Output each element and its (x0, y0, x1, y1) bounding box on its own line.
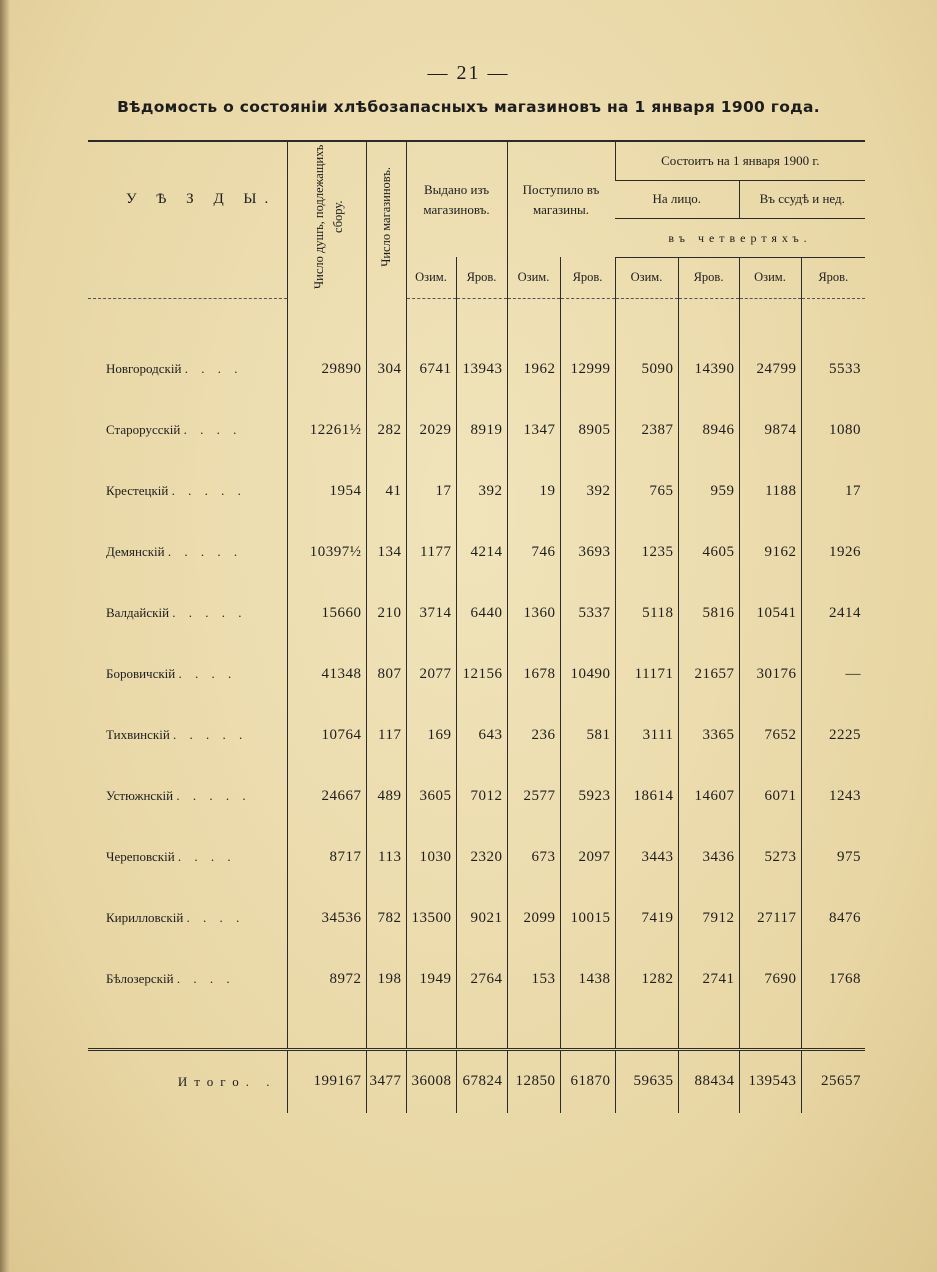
granary-table-container (88, 140, 865, 1113)
cell-hand-oz: 3111 (615, 705, 678, 766)
cell-loan-oz: 24799 (739, 339, 801, 400)
cell-hand-yar: 2741 (678, 949, 739, 1010)
leader-dots: . . . . . (172, 605, 247, 621)
cell-hand-oz: 5090 (615, 339, 678, 400)
cell-loan-oz: 9874 (739, 400, 801, 461)
cell-loan-yar: 1926 (801, 522, 865, 583)
leader-dots: . . . . . (176, 788, 251, 804)
page-binding-edge (0, 0, 10, 1272)
leader-dots: . . . . (183, 422, 242, 438)
cell-iss-oz: 6741 (406, 339, 456, 400)
header-in-quarters: въ четвертяхъ. (615, 219, 865, 258)
total-iss-yar: 67824 (456, 1049, 507, 1113)
header-loan-yarov: Яров. (801, 257, 865, 298)
cell-iss-oz: 1030 (406, 827, 456, 888)
cell-hand-yar: 14390 (678, 339, 739, 400)
cell-rec-yar: 12999 (560, 339, 615, 400)
cell-souls: 41348 (287, 644, 366, 705)
header-state: Состоитъ на 1 января 1900 г. (615, 141, 865, 180)
cell-shops: 489 (366, 766, 406, 827)
uezd-name (88, 461, 287, 522)
header-shops-label: Число магазиновъ. (378, 167, 393, 267)
cell-rec-yar: 8905 (560, 400, 615, 461)
cell-shops: 210 (366, 583, 406, 644)
cell-hand-yar: 3365 (678, 705, 739, 766)
uezd-name-text: Новгородскій (106, 361, 182, 377)
cell-hand-oz: 5118 (615, 583, 678, 644)
cell-shops: 282 (366, 400, 406, 461)
cell-loan-oz: 5273 (739, 827, 801, 888)
cell-iss-oz: 169 (406, 705, 456, 766)
uezd-name-text: Тихвинскій (106, 727, 170, 743)
cell-loan-yar: 1768 (801, 949, 865, 1010)
uezd-name (88, 339, 287, 400)
cell-iss-yar: 8919 (456, 400, 507, 461)
header-shops (366, 141, 406, 298)
cell-hand-oz: 765 (615, 461, 678, 522)
cell-iss-oz: 2029 (406, 400, 456, 461)
header-received-yarov: Яров. (560, 257, 615, 298)
cell-rec-yar: 3693 (560, 522, 615, 583)
cell-iss-oz: 1949 (406, 949, 456, 1010)
table-row (88, 339, 865, 400)
cell-souls: 10764 (287, 705, 366, 766)
cell-loan-yar: 8476 (801, 888, 865, 949)
table-row (88, 766, 865, 827)
cell-loan-oz: 1188 (739, 461, 801, 522)
cell-iss-yar: 9021 (456, 888, 507, 949)
uezd-name (88, 827, 287, 888)
uezd-name (88, 400, 287, 461)
cell-souls: 1954 (287, 461, 366, 522)
cell-iss-yar: 2320 (456, 827, 507, 888)
cell-iss-oz: 13500 (406, 888, 456, 949)
cell-rec-oz: 746 (507, 522, 560, 583)
cell-iss-oz: 3605 (406, 766, 456, 827)
leader-dots: . . . . (178, 666, 237, 682)
header-souls (287, 141, 366, 298)
cell-rec-oz: 153 (507, 949, 560, 1010)
uezd-name (88, 949, 287, 1010)
header-issued-yarov: Яров. (456, 257, 507, 298)
cell-souls: 12261½ (287, 400, 366, 461)
cell-loan-oz: 6071 (739, 766, 801, 827)
total-label: Итого. . (88, 1049, 287, 1113)
cell-shops: 134 (366, 522, 406, 583)
table-row (88, 644, 865, 705)
cell-loan-yar: — (801, 644, 865, 705)
table-row (88, 522, 865, 583)
uezd-name (88, 583, 287, 644)
cell-souls: 8717 (287, 827, 366, 888)
uezd-name-text: Кирилловскій (106, 910, 184, 926)
cell-loan-yar: 975 (801, 827, 865, 888)
cell-iss-yar: 2764 (456, 949, 507, 1010)
header-issued-ozim: Озим. (406, 257, 456, 298)
table-row (88, 461, 865, 522)
uezd-name (88, 888, 287, 949)
cell-rec-oz: 1347 (507, 400, 560, 461)
cell-loan-oz: 10541 (739, 583, 801, 644)
table-row (88, 705, 865, 766)
header-received: Поступило въ магазины. (507, 141, 615, 257)
total-loan-oz: 139543 (739, 1049, 801, 1113)
uezd-name (88, 644, 287, 705)
cell-loan-yar: 2225 (801, 705, 865, 766)
cell-shops: 782 (366, 888, 406, 949)
table-header (88, 141, 865, 298)
header-hand-ozim: Озим. (615, 257, 678, 298)
uezd-name-text: Крестецкій (106, 483, 169, 499)
table-row (88, 400, 865, 461)
cell-rec-yar: 5923 (560, 766, 615, 827)
cell-iss-yar: 7012 (456, 766, 507, 827)
uezd-name-text: Боровичскій (106, 666, 176, 682)
cell-rec-yar: 1438 (560, 949, 615, 1010)
cell-hand-oz: 3443 (615, 827, 678, 888)
leader-dots: . . . . (177, 849, 236, 865)
header-uezdy: У Ѣ З Д Ы. (88, 141, 287, 257)
leader-dots: . . . . (176, 971, 235, 987)
cell-iss-yar: 12156 (456, 644, 507, 705)
cell-hand-yar: 4605 (678, 522, 739, 583)
cell-loan-oz: 27117 (739, 888, 801, 949)
table-row (88, 827, 865, 888)
table-spacer-row (88, 1010, 865, 1050)
table-body (88, 298, 865, 1113)
cell-hand-oz: 2387 (615, 400, 678, 461)
total-loan-yar: 25657 (801, 1049, 865, 1113)
cell-hand-yar: 7912 (678, 888, 739, 949)
cell-iss-oz: 17 (406, 461, 456, 522)
cell-hand-yar: 21657 (678, 644, 739, 705)
table-row (88, 888, 865, 949)
cell-rec-yar: 2097 (560, 827, 615, 888)
cell-rec-yar: 392 (560, 461, 615, 522)
total-iss-oz: 36008 (406, 1049, 456, 1113)
leader-dots: . . . . (184, 361, 243, 377)
document-title: Вѣдомость о состояніи хлѣбозапасныхъ магазиновъ на 1 января 1900 года. (117, 98, 820, 116)
uezd-name-text: Устюжнскій (106, 788, 174, 804)
total-row (88, 1049, 865, 1113)
cell-loan-oz: 7652 (739, 705, 801, 766)
cell-hand-yar: 959 (678, 461, 739, 522)
cell-loan-yar: 1080 (801, 400, 865, 461)
uezd-name-text: Демянскій (106, 544, 165, 560)
header-on-hand: На лицо. (615, 180, 739, 219)
page-number: — 21 — (427, 62, 510, 84)
cell-rec-oz: 1678 (507, 644, 560, 705)
leader-dots: . . . . (186, 910, 245, 926)
header-in-loan: Въ ссудѣ и нед. (739, 180, 865, 219)
leader-dots: . . . . . (173, 727, 248, 743)
cell-hand-oz: 18614 (615, 766, 678, 827)
leader-dots: . . . . . (171, 483, 246, 499)
cell-shops: 117 (366, 705, 406, 766)
cell-rec-yar: 10490 (560, 644, 615, 705)
cell-shops: 198 (366, 949, 406, 1010)
cell-loan-oz: 30176 (739, 644, 801, 705)
cell-iss-oz: 2077 (406, 644, 456, 705)
total-hand-yar: 88434 (678, 1049, 739, 1113)
cell-loan-oz: 7690 (739, 949, 801, 1010)
cell-rec-oz: 673 (507, 827, 560, 888)
uezd-name-text: Череповскій (106, 849, 175, 865)
leader-dots: . . . . . (167, 544, 243, 560)
cell-souls: 10397½ (287, 522, 366, 583)
cell-iss-yar: 4214 (456, 522, 507, 583)
header-souls-label: Число душъ, подлежащихъ сбору. (311, 144, 345, 290)
cell-hand-oz: 1282 (615, 949, 678, 1010)
total-shops: 3477 (366, 1049, 406, 1113)
granary-table (88, 140, 865, 1113)
cell-loan-yar: 17 (801, 461, 865, 522)
cell-loan-yar: 1243 (801, 766, 865, 827)
cell-shops: 304 (366, 339, 406, 400)
cell-souls: 15660 (287, 583, 366, 644)
cell-iss-yar: 13943 (456, 339, 507, 400)
cell-rec-oz: 2099 (507, 888, 560, 949)
total-souls: 199167 (287, 1049, 366, 1113)
cell-rec-oz: 2577 (507, 766, 560, 827)
cell-hand-yar: 8946 (678, 400, 739, 461)
uezd-name-text: Бѣлозерскій (106, 971, 174, 987)
total-rec-yar: 61870 (560, 1049, 615, 1113)
uezd-name (88, 766, 287, 827)
cell-souls: 24667 (287, 766, 366, 827)
cell-iss-yar: 6440 (456, 583, 507, 644)
total-hand-oz: 59635 (615, 1049, 678, 1113)
table-row (88, 583, 865, 644)
cell-iss-yar: 643 (456, 705, 507, 766)
cell-rec-yar: 5337 (560, 583, 615, 644)
uezd-name-text: Старорусскій (106, 422, 181, 438)
cell-hand-yar: 3436 (678, 827, 739, 888)
table-row (88, 949, 865, 1010)
uezd-name (88, 705, 287, 766)
cell-rec-oz: 1962 (507, 339, 560, 400)
cell-loan-yar: 5533 (801, 339, 865, 400)
cell-hand-oz: 7419 (615, 888, 678, 949)
cell-loan-yar: 2414 (801, 583, 865, 644)
cell-hand-yar: 14607 (678, 766, 739, 827)
header-blank (88, 257, 287, 298)
header-loan-ozim: Озим. (739, 257, 801, 298)
cell-rec-oz: 236 (507, 705, 560, 766)
cell-hand-yar: 5816 (678, 583, 739, 644)
uezd-name (88, 522, 287, 583)
cell-iss-oz: 1177 (406, 522, 456, 583)
cell-rec-yar: 10015 (560, 888, 615, 949)
cell-souls: 29890 (287, 339, 366, 400)
table-spacer-row (88, 298, 865, 339)
cell-souls: 34536 (287, 888, 366, 949)
cell-iss-yar: 392 (456, 461, 507, 522)
cell-rec-yar: 581 (560, 705, 615, 766)
cell-shops: 41 (366, 461, 406, 522)
cell-iss-oz: 3714 (406, 583, 456, 644)
header-hand-yarov: Яров. (678, 257, 739, 298)
cell-loan-oz: 9162 (739, 522, 801, 583)
cell-shops: 807 (366, 644, 406, 705)
cell-rec-oz: 1360 (507, 583, 560, 644)
total-rec-oz: 12850 (507, 1049, 560, 1113)
cell-shops: 113 (366, 827, 406, 888)
header-issued: Выдано изъ магазиновъ. (406, 141, 507, 257)
cell-hand-oz: 11171 (615, 644, 678, 705)
cell-hand-oz: 1235 (615, 522, 678, 583)
cell-rec-oz: 19 (507, 461, 560, 522)
header-received-ozim: Озим. (507, 257, 560, 298)
uezd-name-text: Валдайскій (106, 605, 170, 621)
cell-souls: 8972 (287, 949, 366, 1010)
